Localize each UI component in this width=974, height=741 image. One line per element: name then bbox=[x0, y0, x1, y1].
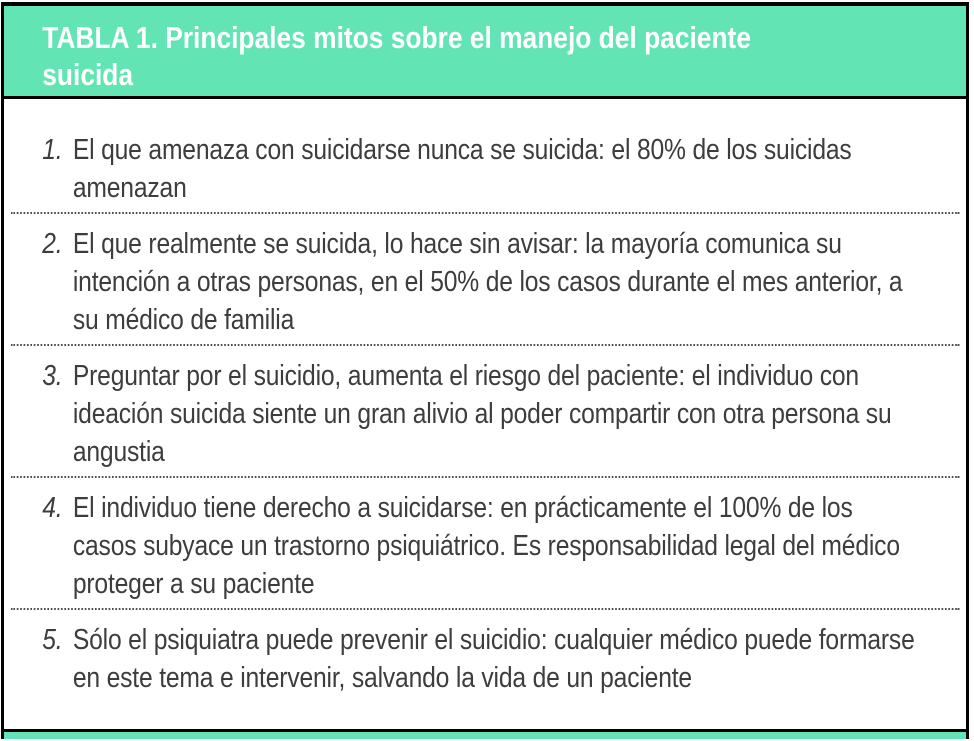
myth-item-2 bbox=[4, 214, 966, 344]
myth-item-1 bbox=[4, 99, 966, 212]
table-title bbox=[4, 6, 966, 93]
item-text: Sólo el psiquiatra puede prevenir el suicidio: cualquier médico puede formarse en este tema e intervenir, salvando la vida de un paciente bbox=[72, 624, 915, 694]
myth-item-4 bbox=[4, 478, 966, 608]
item-number: 5. bbox=[42, 624, 63, 656]
table-body bbox=[4, 99, 966, 729]
item-text: El que realmente se suicida, lo hace sin avisar: la mayoría comunica su intención a otras personas, en el 50% de los casos durante el mes anterior, a su médico de familia bbox=[72, 228, 903, 336]
table-1-box bbox=[1, 2, 969, 739]
item-number: 3. bbox=[42, 360, 63, 392]
table-title-line-1: TABLA 1. Principales mitos sobre el manejo del paciente bbox=[42, 20, 751, 55]
table-header-bar bbox=[4, 6, 966, 99]
item-number: 4. bbox=[42, 492, 63, 524]
table-footer-bar bbox=[4, 729, 966, 739]
item-number: 2. bbox=[42, 228, 63, 260]
myth-item-3 bbox=[4, 346, 966, 476]
item-text: El individuo tiene derecho a suicidarse: en prácticamente el 100% de los casos subyace un trastorno psiquiátrico. Es responsabilidad legal del médico proteger a su paciente bbox=[72, 492, 900, 600]
item-number: 1. bbox=[42, 134, 63, 166]
item-text: El que amenaza con suicidarse nunca se suicida: el 80% de los suicidas amenazan bbox=[72, 134, 852, 204]
item-text: Preguntar por el suicidio, aumenta el riesgo del paciente: el individuo con ideación suicida siente un gran alivio al poder compartir con otra persona su angustia bbox=[72, 360, 892, 468]
table-title-line-2: suicida bbox=[42, 57, 134, 92]
myth-item-5 bbox=[4, 610, 966, 701]
